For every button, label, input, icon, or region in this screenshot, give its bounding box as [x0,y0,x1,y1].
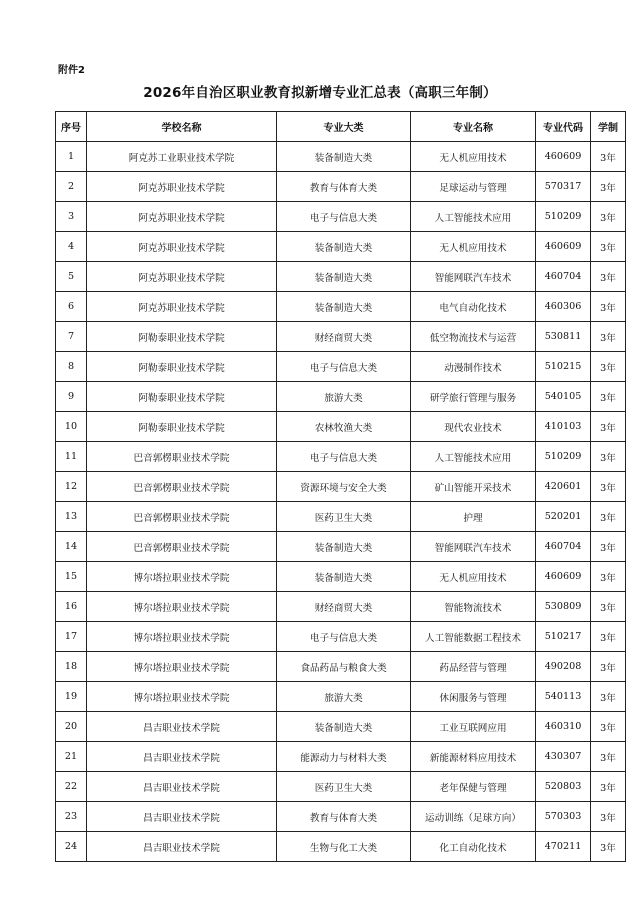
table-row [56,742,626,772]
cell-code: 460310 [536,712,591,742]
majors-table [55,111,626,862]
header-category: 专业大类 [277,112,411,142]
cell-duration: 3年 [591,532,626,562]
cell-duration: 3年 [591,592,626,622]
cell-code: 540105 [536,382,591,412]
cell-duration: 3年 [591,472,626,502]
table-row [56,412,626,442]
cell-school: 巴音郭楞职业技术学院 [87,442,277,472]
table-row [56,532,626,562]
cell-duration: 3年 [591,502,626,532]
cell-index: 4 [56,232,87,262]
table-row [56,442,626,472]
cell-school: 巴音郭楞职业技术学院 [87,472,277,502]
cell-school: 阿勒泰职业技术学院 [87,352,277,382]
cell-code: 430307 [536,742,591,772]
cell-school: 阿克苏职业技术学院 [87,232,277,262]
table-row [56,322,626,352]
cell-index: 5 [56,262,87,292]
cell-major: 无人机应用技术 [411,232,536,262]
cell-major: 休闲服务与管理 [411,682,536,712]
cell-major: 矿山智能开采技术 [411,472,536,502]
cell-duration: 3年 [591,412,626,442]
cell-duration: 3年 [591,772,626,802]
cell-code: 460704 [536,532,591,562]
cell-school: 博尔塔拉职业技术学院 [87,682,277,712]
cell-code: 520201 [536,502,591,532]
cell-duration: 3年 [591,352,626,382]
cell-code: 510215 [536,352,591,382]
cell-code: 530809 [536,592,591,622]
table-row [56,562,626,592]
table-header-row [56,112,626,142]
table-row [56,382,626,412]
cell-school: 阿勒泰职业技术学院 [87,322,277,352]
cell-index: 14 [56,532,87,562]
document-title: 2026年自治区职业教育拟新增专业汇总表（高职三年制） [143,85,497,101]
cell-duration: 3年 [591,652,626,682]
cell-index: 20 [56,712,87,742]
cell-code: 540113 [536,682,591,712]
header-code: 专业代码 [536,112,591,142]
table-row [56,202,626,232]
cell-index: 23 [56,802,87,832]
cell-school: 巴音郭楞职业技术学院 [87,532,277,562]
cell-major: 智能网联汽车技术 [411,262,536,292]
cell-duration: 3年 [591,232,626,262]
cell-code: 490208 [536,652,591,682]
cell-school: 阿克苏职业技术学院 [87,202,277,232]
cell-index: 8 [56,352,87,382]
cell-category: 资源环境与安全大类 [277,472,411,502]
cell-school: 阿克苏职业技术学院 [87,172,277,202]
cell-major: 研学旅行管理与服务 [411,382,536,412]
cell-duration: 3年 [591,622,626,652]
cell-school: 阿克苏工业职业技术学院 [87,142,277,172]
cell-code: 460704 [536,262,591,292]
cell-duration: 3年 [591,262,626,292]
header-duration: 学制 [591,112,626,142]
cell-major: 无人机应用技术 [411,142,536,172]
cell-category: 生物与化工大类 [277,832,411,862]
cell-index: 9 [56,382,87,412]
cell-category: 电子与信息大类 [277,202,411,232]
attachment-label: 附件2 [58,65,85,76]
table-row [56,472,626,502]
cell-category: 装备制造大类 [277,292,411,322]
cell-code: 510217 [536,622,591,652]
cell-duration: 3年 [591,712,626,742]
cell-school: 博尔塔拉职业技术学院 [87,562,277,592]
cell-school: 昌吉职业技术学院 [87,832,277,862]
cell-category: 能源动力与材料大类 [277,742,411,772]
cell-school: 昌吉职业技术学院 [87,772,277,802]
cell-category: 装备制造大类 [277,142,411,172]
cell-index: 11 [56,442,87,472]
cell-school: 阿勒泰职业技术学院 [87,382,277,412]
cell-major: 运动训练（足球方向） [411,802,536,832]
cell-school: 巴音郭楞职业技术学院 [87,502,277,532]
cell-duration: 3年 [591,202,626,232]
cell-category: 电子与信息大类 [277,352,411,382]
cell-category: 医药卫生大类 [277,772,411,802]
cell-code: 460609 [536,142,591,172]
cell-school: 阿勒泰职业技术学院 [87,412,277,442]
table-row [56,772,626,802]
cell-duration: 3年 [591,832,626,862]
cell-school: 博尔塔拉职业技术学院 [87,622,277,652]
cell-duration: 3年 [591,382,626,412]
cell-category: 农林牧渔大类 [277,412,411,442]
cell-duration: 3年 [591,172,626,202]
cell-major: 足球运动与管理 [411,172,536,202]
cell-category: 教育与体育大类 [277,802,411,832]
cell-code: 570317 [536,172,591,202]
table-row [56,142,626,172]
cell-code: 530811 [536,322,591,352]
cell-major: 无人机应用技术 [411,562,536,592]
table-row [56,262,626,292]
cell-category: 电子与信息大类 [277,622,411,652]
cell-duration: 3年 [591,682,626,712]
cell-school: 博尔塔拉职业技术学院 [87,592,277,622]
cell-code: 470211 [536,832,591,862]
cell-school: 昌吉职业技术学院 [87,742,277,772]
cell-duration: 3年 [591,142,626,172]
cell-index: 2 [56,172,87,202]
cell-school: 昌吉职业技术学院 [87,802,277,832]
cell-category: 旅游大类 [277,382,411,412]
cell-duration: 3年 [591,292,626,322]
cell-major: 人工智能技术应用 [411,202,536,232]
cell-major: 新能源材料应用技术 [411,742,536,772]
cell-school: 阿克苏职业技术学院 [87,262,277,292]
cell-major: 动漫制作技术 [411,352,536,382]
cell-index: 21 [56,742,87,772]
cell-major: 化工自动化技术 [411,832,536,862]
table-row [56,172,626,202]
cell-major: 低空物流技术与运营 [411,322,536,352]
cell-code: 570303 [536,802,591,832]
cell-index: 17 [56,622,87,652]
cell-school: 昌吉职业技术学院 [87,712,277,742]
cell-major: 现代农业技术 [411,412,536,442]
cell-index: 16 [56,592,87,622]
cell-index: 1 [56,142,87,172]
table-row [56,832,626,862]
cell-index: 10 [56,412,87,442]
table-body [56,142,626,862]
cell-school: 博尔塔拉职业技术学院 [87,652,277,682]
cell-category: 食品药品与粮食大类 [277,652,411,682]
cell-category: 装备制造大类 [277,562,411,592]
cell-index: 13 [56,502,87,532]
table-row [56,232,626,262]
cell-duration: 3年 [591,742,626,772]
cell-major: 智能物流技术 [411,592,536,622]
cell-code: 420601 [536,472,591,502]
cell-category: 装备制造大类 [277,262,411,292]
cell-duration: 3年 [591,562,626,592]
cell-index: 15 [56,562,87,592]
cell-index: 19 [56,682,87,712]
cell-major: 电气自动化技术 [411,292,536,322]
cell-category: 装备制造大类 [277,232,411,262]
cell-code: 460609 [536,562,591,592]
cell-major: 护理 [411,502,536,532]
table-row [56,622,626,652]
table-row [56,292,626,322]
cell-major: 人工智能技术应用 [411,442,536,472]
cell-major: 人工智能数据工程技术 [411,622,536,652]
cell-index: 24 [56,832,87,862]
table-row [56,592,626,622]
table-row [56,712,626,742]
cell-category: 旅游大类 [277,682,411,712]
cell-code: 510209 [536,202,591,232]
cell-category: 装备制造大类 [277,532,411,562]
cell-code: 510209 [536,442,591,472]
header-index: 序号 [56,112,87,142]
cell-category: 医药卫生大类 [277,502,411,532]
cell-major: 智能网联汽车技术 [411,532,536,562]
table-row [56,802,626,832]
cell-category: 教育与体育大类 [277,172,411,202]
cell-code: 520803 [536,772,591,802]
cell-category: 装备制造大类 [277,712,411,742]
cell-duration: 3年 [591,442,626,472]
cell-major: 药品经营与管理 [411,652,536,682]
table-row [56,682,626,712]
cell-school: 阿克苏职业技术学院 [87,292,277,322]
cell-index: 22 [56,772,87,802]
cell-code: 410103 [536,412,591,442]
cell-duration: 3年 [591,322,626,352]
cell-category: 电子与信息大类 [277,442,411,472]
table-row [56,502,626,532]
header-major: 专业名称 [411,112,536,142]
table-row [56,652,626,682]
cell-index: 7 [56,322,87,352]
cell-index: 3 [56,202,87,232]
cell-category: 财经商贸大类 [277,592,411,622]
table-row [56,352,626,382]
cell-category: 财经商贸大类 [277,322,411,352]
cell-index: 6 [56,292,87,322]
cell-major: 老年保健与管理 [411,772,536,802]
cell-index: 18 [56,652,87,682]
cell-duration: 3年 [591,802,626,832]
cell-code: 460306 [536,292,591,322]
header-school: 学校名称 [87,112,277,142]
cell-major: 工业互联网应用 [411,712,536,742]
cell-code: 460609 [536,232,591,262]
cell-index: 12 [56,472,87,502]
